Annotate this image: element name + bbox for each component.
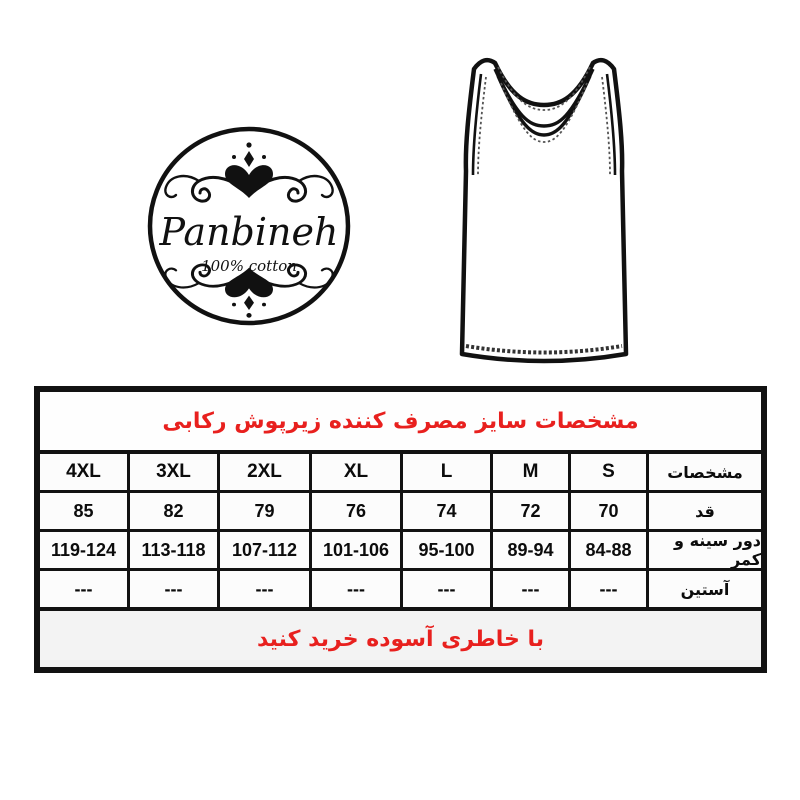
tank-top-drawing xyxy=(428,28,680,380)
chest-2xl: 107-112 xyxy=(220,532,309,568)
brand-logo-stamp-icon xyxy=(143,123,355,330)
sleeve-s: --- xyxy=(571,571,646,607)
brand-logo xyxy=(143,123,355,330)
sleeve-m: --- xyxy=(493,571,568,607)
tank-top-outline xyxy=(462,60,626,361)
height-3xl: 82 xyxy=(130,493,217,529)
chest-3xl: 113-118 xyxy=(130,532,217,568)
size-header-xl: XL xyxy=(312,454,400,490)
height-xl: 76 xyxy=(312,493,400,529)
logo-brand-text: Panbineh xyxy=(159,210,339,254)
chest-xl: 101-106 xyxy=(312,532,400,568)
height-s: 70 xyxy=(571,493,646,529)
tank-top-icon xyxy=(428,28,680,380)
height-row-label: قد xyxy=(649,493,761,529)
height-4xl: 85 xyxy=(40,493,127,529)
size-table-grid xyxy=(40,454,761,607)
size-table-title: مشخصات سایز مصرف کننده زیرپوش رکابی xyxy=(40,392,761,450)
size-header-2xl: 2XL xyxy=(220,454,309,490)
chest-s: 84-88 xyxy=(571,532,646,568)
size-header-4xl: 4XL xyxy=(40,454,127,490)
size-header-l: L xyxy=(403,454,490,490)
chest-row-label: دور سینه و کمر xyxy=(649,532,761,568)
chest-4xl: 119-124 xyxy=(40,532,127,568)
height-2xl: 79 xyxy=(220,493,309,529)
sleeve-l: --- xyxy=(403,571,490,607)
size-table-footer-message: با خاطری آسوده خرید کنید xyxy=(40,611,761,667)
size-header-m: M xyxy=(493,454,568,490)
height-l: 74 xyxy=(403,493,490,529)
height-m: 72 xyxy=(493,493,568,529)
chest-l: 95-100 xyxy=(403,532,490,568)
sleeve-xl: --- xyxy=(312,571,400,607)
sleeve-4xl: --- xyxy=(40,571,127,607)
size-header-3xl: 3XL xyxy=(130,454,217,490)
size-table xyxy=(34,386,767,673)
chest-m: 89-94 xyxy=(493,532,568,568)
sleeve-row-label: آستین xyxy=(649,571,761,607)
size-header-s: S xyxy=(571,454,646,490)
sleeve-2xl: --- xyxy=(220,571,309,607)
sleeve-3xl: --- xyxy=(130,571,217,607)
logo-subtitle-text: 100% cotton xyxy=(201,257,297,275)
spec-column-header: مشخصات xyxy=(649,454,761,490)
